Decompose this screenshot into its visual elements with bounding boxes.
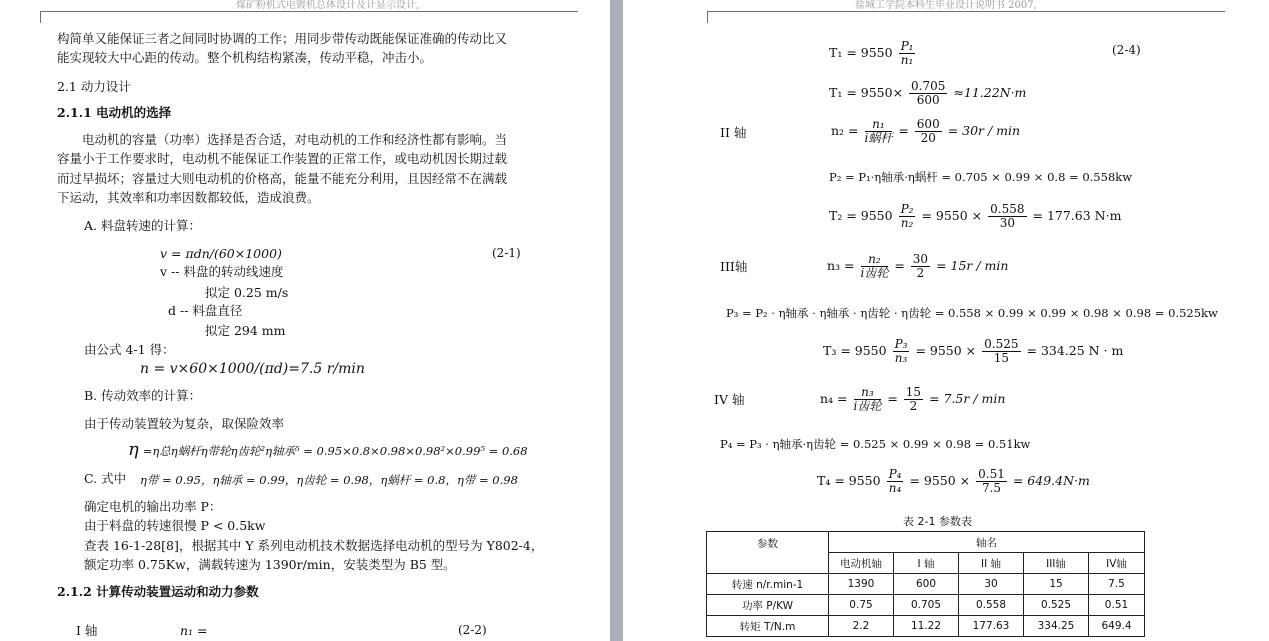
column-header: IV轴 bbox=[1089, 553, 1145, 574]
t2-equation bbox=[829, 203, 1121, 230]
table-cell: 0.525 bbox=[1024, 595, 1089, 616]
equation-number: (2-4) bbox=[1112, 43, 1141, 57]
p2-equation: P₂ = P₁·η轴承·η蜗杆 = 0.705 × 0.99 × 0.8 = 0.558kw bbox=[829, 170, 1133, 184]
table-header-row bbox=[707, 532, 1145, 553]
n2-lhs: n₂ = bbox=[831, 123, 859, 138]
equation-number: (2-1) bbox=[492, 246, 521, 260]
n2-fraction bbox=[865, 118, 893, 145]
t1-result: ≈11.22N·m bbox=[953, 85, 1027, 100]
table-cell: 15 bbox=[1024, 574, 1089, 595]
n4-fraction bbox=[854, 386, 882, 413]
denominator: i齿轮 bbox=[860, 266, 889, 280]
motor-select-line-1: 查表 16-1-28[8]，根据其中 Y 系列电动机技术数据选择电动机的型号为 Y802-4， bbox=[84, 538, 544, 553]
numerator: 600 bbox=[916, 117, 940, 131]
table-cell: 2.2 bbox=[829, 616, 894, 637]
numerator: n₂ bbox=[861, 253, 889, 267]
equation-number: (2-2) bbox=[458, 623, 487, 637]
denominator: i齿轮 bbox=[853, 399, 882, 413]
n2-equation: n₂ = $\frac{\text{n₁}}{\text{i蜗杆}}$ = $\frac{600}{20}$ = 30r / min bbox=[831, 117, 1021, 145]
n2-fraction-values bbox=[915, 118, 942, 145]
left-page bbox=[0, 0, 610, 641]
header-rule-corner bbox=[707, 11, 708, 23]
numerator: P₄ bbox=[888, 467, 902, 481]
paragraph-line: 下运动，其效率和功率因数都较低，造成浪费。 bbox=[57, 190, 320, 205]
table-cell: 7.5 bbox=[1089, 574, 1145, 595]
shaft-i-label: I 轴 bbox=[76, 623, 98, 638]
table-cell: 334.25 bbox=[1024, 616, 1089, 637]
d-value: 拟定 294 mm bbox=[205, 323, 286, 338]
n4-lhs: n₄ = bbox=[820, 391, 848, 406]
power-line-2: 由于料盘的转速很慢 P < 0.5kw bbox=[84, 518, 266, 533]
column-header: II 轴 bbox=[959, 553, 1024, 574]
v-value: 拟定 0.25 m/s bbox=[205, 285, 289, 300]
t3-fraction-values bbox=[982, 338, 1020, 365]
t1-lhs: T₁ = 9550 bbox=[829, 45, 893, 60]
table-cell: 600 bbox=[894, 574, 959, 595]
page-header: 煤矿粉机式电镀机总体设计及计显示设计, bbox=[236, 0, 420, 11]
equation-2-1: v = πdn/(60×1000) bbox=[160, 246, 282, 261]
item-c-heading: C. 式中 bbox=[84, 471, 127, 486]
shaft-iii-label: III轴 bbox=[720, 259, 748, 274]
right-page bbox=[623, 0, 1269, 641]
section-heading-2-1-1: 2.1.1 电动机的选择 bbox=[57, 105, 172, 120]
n4-result: = 7.5r / min bbox=[929, 391, 1006, 406]
denominator: 20 bbox=[920, 131, 936, 145]
numerator: P₃ bbox=[894, 337, 908, 351]
table-cell: 649.4 bbox=[1089, 616, 1145, 637]
item-b-heading: B. 传动效率的计算： bbox=[84, 388, 202, 403]
page-header: 盐城工学院本科生毕业设计说明书 2007, bbox=[855, 0, 1037, 11]
t3-lhs: T₃ = 9550 bbox=[823, 343, 887, 358]
table-cell: 1390 bbox=[829, 574, 894, 595]
t3-equation bbox=[823, 338, 1123, 365]
power-line-1: 确定电机的输出功率 P： bbox=[84, 499, 222, 514]
efficiency-equation bbox=[128, 441, 528, 460]
numerator: n₁ bbox=[865, 118, 893, 132]
efficiency-equation-body: =η总η蜗杆η带轮η齿轮²η轴承⁵ = 0.95×0.8×0.98×0.98²×0.99⁵ = 0.68 bbox=[142, 444, 528, 458]
numerator: 0.51 bbox=[978, 467, 1005, 481]
numerator: n₃ bbox=[854, 386, 882, 400]
n4-fraction-values bbox=[904, 386, 923, 413]
t2-fraction-values bbox=[988, 203, 1026, 230]
intro-line-1: 构简单又能保证三者之间同时协调的工作；用同步带传动既能保证准确的传动比又 bbox=[57, 31, 508, 46]
shaft-iv-label: IV 轴 bbox=[714, 392, 745, 407]
n3-lhs: n₃ = bbox=[827, 258, 855, 273]
table-cell: 0.705 bbox=[894, 595, 959, 616]
p4-equation: P₄ = P₃ · η轴承·η齿轮 = 0.525 × 0.99 × 0.98 = 0.51kw bbox=[720, 437, 1031, 451]
rotational-speed-equation: n = v×60×1000/(πd)=7.5 r/min bbox=[140, 361, 365, 377]
table-row bbox=[707, 616, 1145, 637]
n3-equation: n₃ = $\frac{\text{n₂}}{\text{i齿轮}}$ = $\frac{30}{2}$ = 15r / min bbox=[827, 252, 1009, 280]
row-label: 转矩 T/N.m bbox=[707, 616, 829, 637]
t4-result: = 649.4N·m bbox=[1012, 473, 1090, 488]
t1-calculation bbox=[829, 80, 1026, 107]
numerator: P₁ bbox=[900, 39, 914, 53]
motor-select-line-2: 额定功率 0.75Kw，满载转速为 1390r/min，安装类型为 B5 型。 bbox=[84, 557, 456, 572]
numerator: 0.705 bbox=[911, 79, 946, 93]
denominator: n₄ bbox=[888, 481, 902, 495]
section-heading-2-1: 2.1 动力设计 bbox=[57, 79, 131, 94]
t4-mid: = 9550 × bbox=[909, 473, 971, 488]
v-definition: v -- 料盘的转动线速度 bbox=[160, 264, 284, 279]
t4-fraction bbox=[887, 468, 904, 495]
item-a-heading: A. 料盘转速的计算： bbox=[84, 218, 201, 233]
t1-calc-fraction bbox=[909, 80, 947, 107]
denominator: 600 bbox=[916, 93, 940, 107]
table-row bbox=[707, 595, 1145, 616]
denominator: 2 bbox=[909, 399, 918, 413]
n4-equation: n₄ = $\frac{\text{n₃}}{\text{i齿轮}}$ = $\frac{15}{2}$ = 7.5r / min bbox=[820, 385, 1006, 413]
table-cell: 0.51 bbox=[1089, 595, 1145, 616]
efficiency-text: 由于传动装置较为复杂，取保险效率 bbox=[84, 416, 285, 431]
header-rule-corner bbox=[40, 11, 41, 23]
t4-equation bbox=[817, 468, 1090, 495]
table-caption: 表 2-1 参数表 bbox=[903, 515, 972, 528]
row-label: 转速 n/r.min-1 bbox=[707, 574, 829, 595]
column-header: 电动机轴 bbox=[829, 553, 894, 574]
table-cell: 30 bbox=[959, 574, 1024, 595]
t1-formula bbox=[829, 40, 917, 67]
t2-fraction bbox=[899, 203, 916, 230]
numerator: 0.525 bbox=[984, 337, 1019, 351]
numerator: P₂ bbox=[900, 202, 914, 216]
denominator: 7.5 bbox=[981, 481, 1002, 495]
denominator: 15 bbox=[993, 351, 1009, 365]
intro-line-2: 能实现较大中心距的传动。整个机构结构紧凑，传动平稳，冲击小。 bbox=[57, 50, 433, 65]
eta-symbol: η bbox=[128, 439, 139, 460]
n3-result: = 15r / min bbox=[936, 258, 1009, 273]
t1-fraction bbox=[899, 40, 916, 67]
table-cell: 0.558 bbox=[959, 595, 1024, 616]
t1-calc-lhs: T₁ = 9550× bbox=[829, 85, 904, 100]
denominator: n₁ bbox=[900, 53, 914, 67]
paragraph-line: 容量小于工作要求时，电动机不能保证工作装置的正常工作，或电动机因长期过载 bbox=[57, 151, 508, 166]
from-formula-text: 由公式 4-1 得： bbox=[84, 342, 175, 357]
axis-header-cell: 轴名 bbox=[829, 532, 1145, 553]
n3-fraction bbox=[861, 253, 889, 280]
t3-mid: = 9550 × bbox=[915, 343, 977, 358]
table-row bbox=[707, 574, 1145, 595]
n1-equation: n₁ = bbox=[180, 623, 208, 638]
parameter-table bbox=[706, 531, 1145, 637]
denominator: n₂ bbox=[900, 216, 914, 230]
t2-mid: = 9550 × bbox=[921, 208, 983, 223]
t2-result: = 177.63 N·m bbox=[1032, 208, 1122, 223]
n3-fraction-values bbox=[911, 253, 930, 280]
t3-result: = 334.25 N · m bbox=[1026, 343, 1124, 358]
header-rule bbox=[707, 11, 1225, 12]
p3-equation: P₃ = P₂ · η轴承 · η轴承 · η齿轮 · η齿轮 = 0.558 × 0.99 × 0.99 × 0.98 × 0.98 = 0.525kw bbox=[726, 306, 1218, 320]
paragraph-line: 电动机的容量（功率）选择是否合适，对电动机的工作和经济性都有影响。当 bbox=[82, 132, 508, 147]
n2-result: = 30r / min bbox=[947, 123, 1021, 138]
denominator: n₃ bbox=[894, 351, 908, 365]
table-cell: 177.63 bbox=[959, 616, 1024, 637]
column-header: I 轴 bbox=[894, 553, 959, 574]
numerator: 15 bbox=[905, 385, 922, 399]
t4-fraction-values bbox=[976, 468, 1007, 495]
paragraph-line: 而过早损坏；容量过大则电动机的价格高，能量不能充分利用，且因经常不在满载 bbox=[57, 171, 508, 186]
numerator: 30 bbox=[912, 252, 929, 266]
t2-lhs: T₂ = 9550 bbox=[829, 208, 893, 223]
section-heading-2-1-2: 2.1.2 计算传动装置运动和动力参数 bbox=[57, 584, 259, 599]
numerator: 0.558 bbox=[990, 202, 1025, 216]
efficiency-definitions: η带 = 0.95，η轴承 = 0.99，η齿轮 = 0.98，η蜗杆 = 0.8，η带 = 0.98 bbox=[140, 473, 518, 487]
shaft-ii-label: II 轴 bbox=[720, 125, 747, 140]
header-rule bbox=[40, 11, 578, 12]
t4-lhs: T₄ = 9550 bbox=[817, 473, 881, 488]
column-header: III轴 bbox=[1024, 553, 1089, 574]
table-cell: 11.22 bbox=[894, 616, 959, 637]
denominator: 2 bbox=[916, 266, 925, 280]
param-header-cell: 参数 bbox=[707, 532, 829, 574]
d-definition: d -- 料盘直径 bbox=[168, 303, 243, 318]
denominator: 30 bbox=[999, 216, 1015, 230]
table-cell: 0.75 bbox=[829, 595, 894, 616]
row-label: 功率 P/KW bbox=[707, 595, 829, 616]
denominator: i蜗杆 bbox=[864, 131, 893, 145]
t3-fraction bbox=[893, 338, 910, 365]
